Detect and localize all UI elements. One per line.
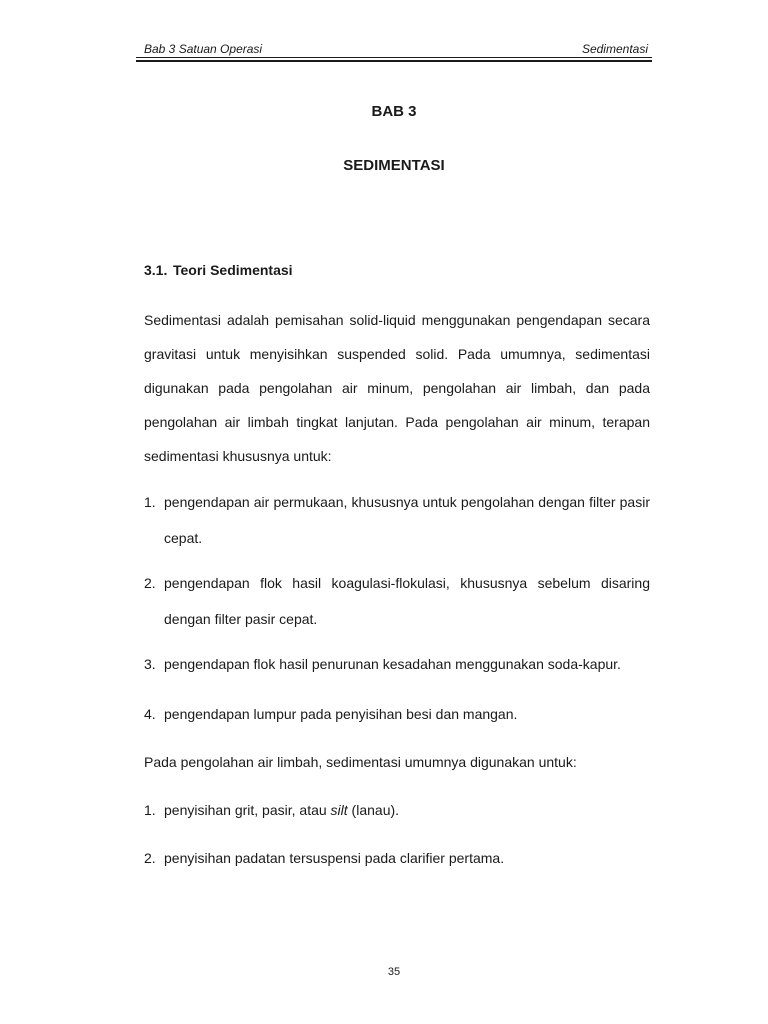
header-topic-label: Sedimentasi: [581, 42, 648, 56]
list-item-text: pengendapan air permukaan, khususnya untuk pengolahan dengan filter pasir cepat.: [164, 494, 650, 546]
list-item-number: 3.: [144, 656, 156, 672]
list-item-text: pengendapan flok hasil koagulasi-flokulasi, khususnya sebelum disaring dengan filter pasir cepat.: [164, 575, 650, 627]
list-item-number: 1.: [144, 802, 156, 818]
list-item-number: 4.: [144, 706, 156, 722]
list-item-number: 2.: [144, 850, 156, 866]
list-item-text-italic: silt: [330, 802, 348, 818]
list-item-text: [164, 792, 650, 828]
section-heading: [144, 262, 293, 278]
list-item: [144, 696, 650, 732]
header-chapter-label: Bab 3 Satuan Operasi: [144, 42, 263, 56]
wastewater-paragraph: Pada pengolahan air limbah, sedimentasi umumnya digunakan untuk:: [144, 754, 577, 770]
list-item: [144, 565, 650, 637]
page-number: 35: [387, 966, 401, 978]
list-item-text-start: penyisihan grit, pasir, atau: [164, 802, 331, 818]
intro-paragraph: Sedimentasi adalah pemisahan solid-liquid menggunakan pengendapan secara gravitasi untuk menyisihkan suspended solid. Pada umumnya, sedimentasi digunakan pada pengolahan air minum, pengolahan air limbah, dan pada pengolahan air limbah tingkat lanjutan. Pada pengolahan air minum, terapan sedimentasi khususnya untuk:: [144, 312, 650, 464]
list-item-text: penyisihan padatan tersuspensi pada clarifier pertama.: [164, 850, 505, 866]
running-header: [136, 40, 652, 58]
header-rule-thick: [136, 60, 652, 62]
list-item-text: pengendapan lumpur pada penyisihan besi dan mangan.: [164, 706, 518, 722]
chapter-title: SEDIMENTASI: [343, 157, 445, 174]
list-item-text-end: (lanau).: [347, 802, 400, 818]
section-number: 3.1.: [144, 262, 168, 278]
list-item-number: 1.: [144, 494, 156, 510]
list-item-number: 2.: [144, 575, 156, 591]
list-item-text: pengendapan flok hasil penurunan kesadahan menggunakan soda-kapur.: [164, 656, 621, 672]
section-title: Teori Sedimentasi: [173, 262, 293, 278]
header-rule-thin: [136, 57, 652, 58]
list-item: [144, 840, 650, 876]
list-item: [144, 646, 650, 682]
list-item: [144, 484, 650, 556]
chapter-number: BAB 3: [371, 103, 417, 120]
list-item: [144, 792, 650, 828]
